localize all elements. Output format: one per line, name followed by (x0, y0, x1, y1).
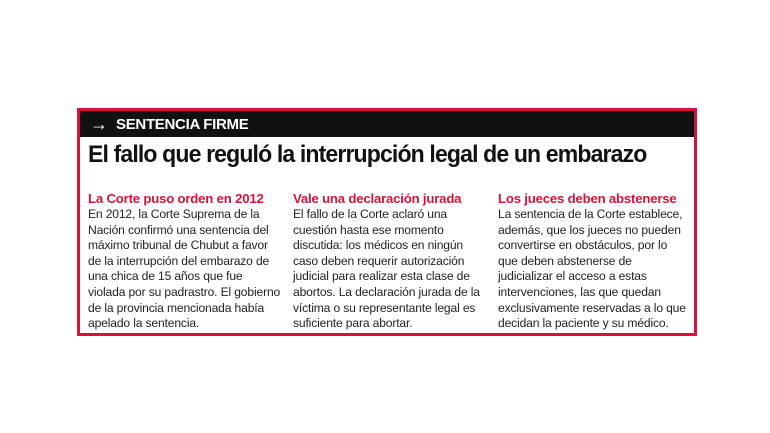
section-bar (80, 111, 694, 137)
section-kicker: SENTENCIA FIRME (116, 115, 249, 133)
column-2 (293, 191, 498, 332)
column-title: Los jueces deben abstenerse (498, 191, 677, 206)
arrow-right-icon: → (90, 114, 108, 134)
column-title: Vale una declaración jurada (293, 191, 462, 206)
column-1 (88, 191, 293, 332)
column-body: El fallo de la Corte aclaró una cuestión hasta ese momento discutida: los médicos en ningún caso deben requerir autorización judicial para realizar esta clase de abortos. La declaración jurada de la víctima o su representante legal es suficiente para abortar. (293, 207, 480, 331)
article-box (77, 108, 697, 336)
column-title: La Corte puso orden en 2012 (88, 191, 264, 206)
headline: El fallo que reguló la interrupción legal de un embarazo (88, 141, 647, 168)
columns (88, 191, 686, 332)
column-3 (498, 191, 686, 332)
column-body: La sentencia de la Corte establece, además, que los jueces no pueden convertirse en obstáculos, por lo que deben abstenerse de judicializar el acceso a estas intervenciones, las que quedan exclusivamente reservadas a lo que decidan la paciente y su médico. (498, 207, 686, 331)
column-body: En 2012, la Corte Suprema de la Nación confirmó una sentencia del máximo tribunal de Chubut a favor de la interrupción del embarazo de una chica de 15 años que fue violada por su padrastro. El gobierno de la provincia mencionada había apelado la sentencia. (88, 207, 281, 331)
